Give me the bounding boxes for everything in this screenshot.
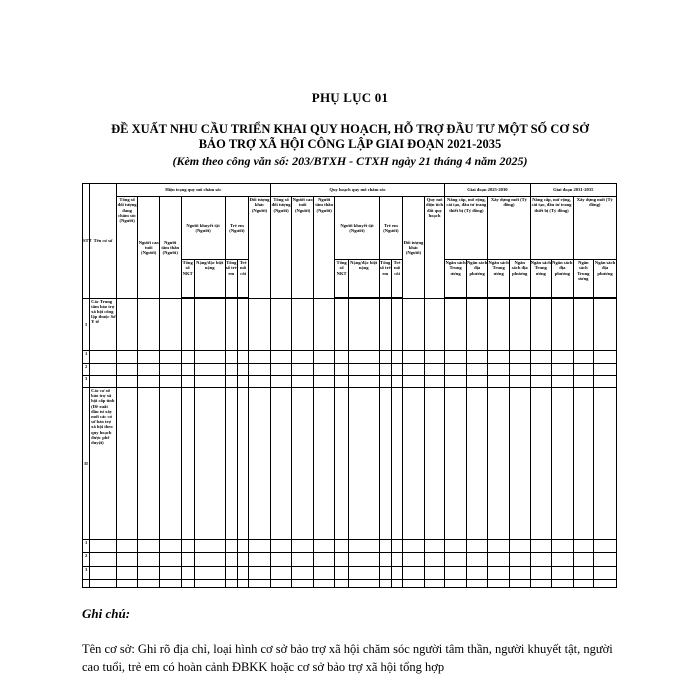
table-cell bbox=[138, 553, 160, 566]
table-cell bbox=[391, 363, 402, 375]
table-cell bbox=[488, 566, 510, 579]
table-cell bbox=[391, 351, 402, 363]
table-cell bbox=[181, 363, 194, 375]
table-cell bbox=[181, 579, 194, 587]
table-cell bbox=[313, 579, 335, 587]
table-cell bbox=[335, 351, 348, 363]
table-cell bbox=[552, 566, 574, 579]
table-cell bbox=[530, 375, 552, 387]
table-cell bbox=[116, 553, 138, 566]
table-cell bbox=[249, 553, 271, 566]
table-cell bbox=[594, 579, 617, 587]
table-cell bbox=[249, 351, 271, 363]
header-others-current: Đối tượng khác (Người) bbox=[249, 197, 271, 298]
table-cell bbox=[335, 579, 348, 587]
table-cell bbox=[138, 363, 160, 375]
table-cell bbox=[466, 540, 488, 553]
sub-local-1: Ngân sách địa phương bbox=[466, 260, 488, 299]
table-cell bbox=[138, 375, 160, 387]
header-newbuild-2025: Xây dựng mới (Tỷ đồng) bbox=[488, 197, 530, 260]
table-cell bbox=[348, 579, 379, 587]
table-row bbox=[83, 553, 617, 566]
table-cell bbox=[488, 553, 510, 566]
sub-central-1: Ngân sách Trung ương bbox=[445, 260, 467, 299]
table-cell bbox=[90, 566, 117, 579]
table-cell bbox=[225, 351, 237, 363]
table-cell bbox=[181, 553, 194, 566]
table-cell bbox=[237, 553, 248, 566]
table-cell bbox=[424, 579, 445, 587]
table-cell bbox=[445, 579, 467, 587]
header-elderly-current: Người cao tuổi (Người) bbox=[138, 197, 160, 298]
table-cell bbox=[424, 375, 445, 387]
table-cell bbox=[466, 387, 488, 539]
table-cell bbox=[552, 540, 574, 553]
table-cell bbox=[116, 363, 138, 375]
table-cell bbox=[116, 579, 138, 587]
sub-central-3: Ngân sách Trung ương bbox=[530, 260, 552, 299]
section-a-label: Các Trung tâm bảo trợ xã hội công lập thuộc Sở Y tế bbox=[90, 298, 117, 351]
table-cell bbox=[225, 566, 237, 579]
table-cell bbox=[348, 566, 379, 579]
table-cell bbox=[292, 540, 314, 553]
table-cell bbox=[116, 375, 138, 387]
table-cell bbox=[466, 553, 488, 566]
section-b-row bbox=[83, 387, 617, 539]
table-cell bbox=[573, 298, 594, 351]
table-cell bbox=[270, 579, 292, 587]
header-disabled-current: Người khuyết tật (Người) bbox=[181, 197, 225, 260]
table-cell bbox=[573, 540, 594, 553]
table-cell bbox=[379, 566, 391, 579]
table-cell bbox=[116, 387, 138, 539]
section-a-mark: I bbox=[83, 298, 90, 351]
table-cell bbox=[379, 298, 391, 351]
proposal-table bbox=[82, 183, 617, 588]
header-elderly-plan: Người cao tuổi (Người) bbox=[292, 197, 314, 298]
table-cell bbox=[194, 375, 225, 387]
table-cell bbox=[270, 387, 292, 539]
table-cell bbox=[445, 566, 467, 579]
table-cell bbox=[348, 387, 379, 539]
table-cell bbox=[292, 351, 314, 363]
table-cell bbox=[391, 375, 402, 387]
table-cell bbox=[379, 351, 391, 363]
sub-orphan: Trẻ mồ côi bbox=[237, 260, 248, 299]
header-others-plan: Đối tượng khác (Người) bbox=[403, 197, 425, 298]
table-cell bbox=[594, 566, 617, 579]
table-cell bbox=[594, 363, 617, 375]
table-cell bbox=[313, 540, 335, 553]
table-cell bbox=[194, 351, 225, 363]
table-cell bbox=[292, 579, 314, 587]
table-cell bbox=[403, 387, 425, 539]
table-cell bbox=[90, 363, 117, 375]
header-group-2025: Giai đoạn 2025-2030 bbox=[445, 184, 530, 197]
table-cell bbox=[445, 363, 467, 375]
table-cell bbox=[159, 579, 181, 587]
table-cell bbox=[225, 553, 237, 566]
table-cell bbox=[445, 387, 467, 539]
header-upgrade-2031: Nâng cấp, mở rộng, cải tạo, đầu tư trang thiết bị (Tỷ đồng) bbox=[530, 197, 573, 260]
table-cell bbox=[225, 375, 237, 387]
table-cell bbox=[391, 566, 402, 579]
table-cell bbox=[181, 375, 194, 387]
table-cell bbox=[313, 387, 335, 539]
table-cell bbox=[159, 375, 181, 387]
table-cell bbox=[194, 298, 225, 351]
table-cell bbox=[594, 375, 617, 387]
table-cell bbox=[594, 540, 617, 553]
document-title bbox=[0, 122, 700, 152]
table-cell bbox=[509, 351, 530, 363]
table-cell bbox=[138, 540, 160, 553]
header-children-plan: Trẻ em (Người) bbox=[379, 197, 403, 260]
table-cell bbox=[181, 540, 194, 553]
table-cell bbox=[594, 298, 617, 351]
table-cell bbox=[466, 375, 488, 387]
table-cell bbox=[292, 387, 314, 539]
appendix-label: PHỤ LỤC 01 bbox=[311, 90, 389, 105]
table-cell bbox=[181, 387, 194, 539]
table-cell bbox=[573, 566, 594, 579]
table-cell bbox=[292, 553, 314, 566]
table-cell bbox=[573, 363, 594, 375]
table-cell bbox=[379, 363, 391, 375]
table-cell bbox=[194, 553, 225, 566]
table-cell bbox=[348, 298, 379, 351]
table-cell bbox=[237, 579, 248, 587]
table-cell bbox=[391, 540, 402, 553]
table-cell bbox=[594, 387, 617, 539]
section-a-row bbox=[83, 298, 617, 351]
table-cell bbox=[424, 553, 445, 566]
table-cell bbox=[313, 363, 335, 375]
table-cell bbox=[379, 540, 391, 553]
table-cell bbox=[488, 579, 510, 587]
row-number: 2 bbox=[83, 363, 90, 375]
table-cell bbox=[225, 363, 237, 375]
table-cell bbox=[270, 298, 292, 351]
table-cell bbox=[237, 375, 248, 387]
title-line-1: ĐỀ XUẤT NHU CẦU TRIỂN KHAI QUY HOẠCH, HỖ TRỢ ĐẦU TƯ MỘT SỐ CƠ SỞ bbox=[111, 122, 589, 136]
table-cell bbox=[313, 375, 335, 387]
table-cell bbox=[270, 540, 292, 553]
table-cell bbox=[270, 351, 292, 363]
table-cell bbox=[194, 540, 225, 553]
table-cell bbox=[466, 363, 488, 375]
table-cell bbox=[530, 566, 552, 579]
row-number: 3 bbox=[83, 566, 90, 579]
table-cell bbox=[403, 553, 425, 566]
header-group-current: Hiện trạng quy mô chăm sóc bbox=[116, 184, 270, 197]
table-cell bbox=[335, 375, 348, 387]
header-group-2031: Giai đoạn 2031-2035 bbox=[530, 184, 617, 197]
table-cell bbox=[249, 579, 271, 587]
header-upgrade-2025: Nâng cấp, mở rộng, cải tạo, đầu tư trang thiết bị (Tỷ đồng) bbox=[445, 197, 488, 260]
table-cell bbox=[237, 351, 248, 363]
table-cell bbox=[552, 298, 574, 351]
header-land-area: Quy mô diện tích đất quy hoạch bbox=[424, 197, 445, 298]
table-cell bbox=[270, 566, 292, 579]
table-cell bbox=[445, 351, 467, 363]
table-cell bbox=[403, 351, 425, 363]
table-cell bbox=[138, 579, 160, 587]
table-cell bbox=[90, 375, 117, 387]
table-cell bbox=[237, 298, 248, 351]
sub-total-te: Tổng số trẻ em bbox=[225, 260, 237, 299]
sub-severe-plan: Nặng/đặc biệt nặng bbox=[348, 260, 379, 299]
table-cell bbox=[509, 298, 530, 351]
table-cell bbox=[138, 351, 160, 363]
table-cell bbox=[424, 540, 445, 553]
sub-central-4: Ngân sách Trung ương bbox=[573, 260, 594, 299]
table-cell bbox=[573, 579, 594, 587]
table-cell bbox=[292, 363, 314, 375]
table-cell bbox=[194, 363, 225, 375]
table-row bbox=[83, 351, 617, 363]
table-cell bbox=[225, 298, 237, 351]
table-cell bbox=[181, 566, 194, 579]
table-cell bbox=[270, 553, 292, 566]
table-cell bbox=[403, 579, 425, 587]
table-cell bbox=[194, 579, 225, 587]
notes-text: Tên cơ sở: Ghi rõ địa chỉ, loại hình cơ sở bảo trợ xã hội chăm sóc người tâm thần, người khuyết tật, người cao tuổi, trẻ em có hoàn cảnh ĐBKK hoặc cơ sở bảo trợ xã hội tổng hợp bbox=[82, 642, 613, 674]
table-cell bbox=[138, 387, 160, 539]
row-number: 1 bbox=[83, 540, 90, 553]
table-cell bbox=[488, 375, 510, 387]
sub-local-3: Ngân sách địa phương bbox=[552, 260, 574, 299]
table-cell bbox=[530, 363, 552, 375]
header-mental-current: Người tâm thần (Người) bbox=[159, 197, 181, 298]
table-cell bbox=[379, 387, 391, 539]
table-cell bbox=[391, 553, 402, 566]
table-cell bbox=[403, 540, 425, 553]
table-cell bbox=[335, 363, 348, 375]
table-cell bbox=[509, 566, 530, 579]
table-cell bbox=[403, 363, 425, 375]
table-cell bbox=[573, 387, 594, 539]
section-b-label: Các cơ sở bảo trợ xã hội cấp tỉnh (Đề xuất đầu tư xây mới các cơ sở bảo trợ xã hội theo quy hoạch được phê duyệt) bbox=[90, 387, 117, 539]
header-mental-plan: Người tâm thần (Người) bbox=[313, 197, 335, 298]
table-cell bbox=[466, 351, 488, 363]
table-cell bbox=[348, 540, 379, 553]
table-cell bbox=[249, 387, 271, 539]
table-cell bbox=[335, 387, 348, 539]
table-cell bbox=[552, 351, 574, 363]
table-cell bbox=[249, 540, 271, 553]
table-row-empty bbox=[83, 579, 617, 587]
table-cell bbox=[509, 540, 530, 553]
table-cell bbox=[116, 351, 138, 363]
table-cell bbox=[348, 351, 379, 363]
section-b-mark: II bbox=[83, 387, 90, 539]
table-cell bbox=[292, 375, 314, 387]
header-total-current: Tổng số đối tượng đang chăm sóc (Người) bbox=[116, 197, 138, 298]
table-cell bbox=[159, 351, 181, 363]
document-subtitle: (Kèm theo công văn số: 203/BTXH - CTXH ngày 21 tháng 4 năm 2025) bbox=[172, 154, 528, 168]
table-cell bbox=[225, 387, 237, 539]
table-cell bbox=[90, 351, 117, 363]
table-cell bbox=[159, 298, 181, 351]
table-cell bbox=[348, 375, 379, 387]
table-cell bbox=[530, 540, 552, 553]
table-cell bbox=[424, 566, 445, 579]
header-children-current: Trẻ em (Người) bbox=[225, 197, 249, 260]
table-cell bbox=[530, 553, 552, 566]
table-cell bbox=[488, 351, 510, 363]
table-cell bbox=[116, 540, 138, 553]
table-cell bbox=[379, 579, 391, 587]
table-cell bbox=[594, 351, 617, 363]
table-cell bbox=[391, 298, 402, 351]
table-cell bbox=[348, 363, 379, 375]
table-cell bbox=[159, 363, 181, 375]
header-stt: STT bbox=[83, 184, 90, 299]
table-cell bbox=[159, 540, 181, 553]
table-cell bbox=[225, 540, 237, 553]
table-cell bbox=[488, 363, 510, 375]
table-cell bbox=[391, 579, 402, 587]
table-cell bbox=[445, 553, 467, 566]
table-cell bbox=[348, 553, 379, 566]
table-row bbox=[83, 540, 617, 553]
table-cell bbox=[138, 566, 160, 579]
table-cell bbox=[424, 351, 445, 363]
table-cell bbox=[488, 387, 510, 539]
table-cell bbox=[116, 298, 138, 351]
row-number: 1 bbox=[83, 351, 90, 363]
sub-local-4: Ngân sách địa phương bbox=[594, 260, 617, 299]
table-cell bbox=[237, 387, 248, 539]
table-cell bbox=[90, 540, 117, 553]
sub-severe: Nặng/đặc biệt nặng bbox=[194, 260, 225, 299]
table-cell bbox=[313, 298, 335, 351]
table-cell bbox=[249, 298, 271, 351]
table-cell bbox=[249, 375, 271, 387]
table-cell bbox=[424, 363, 445, 375]
table-cell bbox=[237, 540, 248, 553]
table-cell bbox=[391, 387, 402, 539]
table-cell bbox=[403, 566, 425, 579]
table-cell bbox=[313, 553, 335, 566]
table-cell bbox=[313, 351, 335, 363]
table-row bbox=[83, 375, 617, 387]
header-group-plan: Quy hoạch quy mô chăm sóc bbox=[270, 184, 445, 197]
table-cell bbox=[552, 363, 574, 375]
sub-orphan-plan: Trẻ mồ côi bbox=[391, 260, 402, 299]
sub-total-nkt: Tổng số NKT bbox=[181, 260, 194, 299]
table-cell bbox=[335, 540, 348, 553]
table-cell bbox=[379, 375, 391, 387]
table-cell bbox=[466, 566, 488, 579]
table-cell bbox=[445, 298, 467, 351]
table-cell bbox=[249, 363, 271, 375]
table-cell bbox=[159, 553, 181, 566]
table-cell bbox=[509, 375, 530, 387]
table-cell bbox=[466, 298, 488, 351]
table-cell bbox=[237, 566, 248, 579]
table-cell bbox=[225, 579, 237, 587]
table-cell bbox=[424, 387, 445, 539]
table-cell bbox=[445, 540, 467, 553]
table-cell bbox=[573, 375, 594, 387]
table-row bbox=[83, 566, 617, 579]
table-cell bbox=[138, 298, 160, 351]
table-cell bbox=[424, 298, 445, 351]
header-total-plan: Tổng số đối tượng (Người) bbox=[270, 197, 292, 298]
table-cell bbox=[194, 387, 225, 539]
table-cell bbox=[466, 579, 488, 587]
table-cell bbox=[249, 566, 271, 579]
table-cell bbox=[181, 298, 194, 351]
table-cell bbox=[116, 566, 138, 579]
table-cell bbox=[237, 363, 248, 375]
table-cell bbox=[159, 566, 181, 579]
table-cell bbox=[594, 553, 617, 566]
table-cell bbox=[488, 298, 510, 351]
notes-title: Ghi chú: bbox=[82, 606, 131, 621]
table-cell bbox=[509, 553, 530, 566]
table-cell bbox=[181, 351, 194, 363]
table-cell bbox=[530, 351, 552, 363]
table-cell bbox=[552, 387, 574, 539]
table-cell bbox=[530, 387, 552, 539]
table-cell bbox=[552, 553, 574, 566]
header-newbuild-2031: Xây dựng mới (Tỷ đồng) bbox=[573, 197, 616, 260]
table-cell bbox=[194, 566, 225, 579]
table-cell bbox=[90, 553, 117, 566]
table-cell bbox=[270, 363, 292, 375]
table-cell bbox=[445, 375, 467, 387]
table-cell bbox=[313, 566, 335, 579]
table-cell bbox=[292, 298, 314, 351]
table-cell bbox=[552, 579, 574, 587]
table-cell bbox=[509, 387, 530, 539]
table-row bbox=[83, 363, 617, 375]
table-cell bbox=[90, 579, 117, 587]
header-facility-name: Tên cơ sở bbox=[90, 184, 117, 299]
table-cell bbox=[530, 579, 552, 587]
row-number-empty bbox=[83, 579, 90, 587]
table-cell bbox=[403, 298, 425, 351]
row-number: 3 bbox=[83, 375, 90, 387]
table-cell bbox=[573, 351, 594, 363]
table-cell bbox=[335, 553, 348, 566]
table-cell bbox=[530, 298, 552, 351]
table-cell bbox=[488, 540, 510, 553]
header-disabled-plan: Người khuyết tật (Người) bbox=[335, 197, 379, 260]
table-cell bbox=[573, 553, 594, 566]
sub-central-2: Ngân sách Trung ương bbox=[488, 260, 510, 299]
table-cell bbox=[379, 553, 391, 566]
table-cell bbox=[509, 363, 530, 375]
table-cell bbox=[335, 566, 348, 579]
sub-total-te-plan: Tổng số trẻ em bbox=[379, 260, 391, 299]
table-cell bbox=[292, 566, 314, 579]
title-line-2: BẢO TRỢ XÃ HỘI CÔNG LẬP GIAI ĐOẠN 2021-2035 bbox=[198, 137, 502, 151]
table-cell bbox=[159, 387, 181, 539]
table-cell bbox=[335, 298, 348, 351]
table-cell bbox=[552, 375, 574, 387]
table-cell bbox=[270, 375, 292, 387]
sub-local-2: Ngân sách địa phương bbox=[509, 260, 530, 299]
table-cell bbox=[509, 579, 530, 587]
sub-total-nkt-plan: Tổng số NKT bbox=[335, 260, 348, 299]
row-number: 2 bbox=[83, 553, 90, 566]
table-cell bbox=[403, 375, 425, 387]
